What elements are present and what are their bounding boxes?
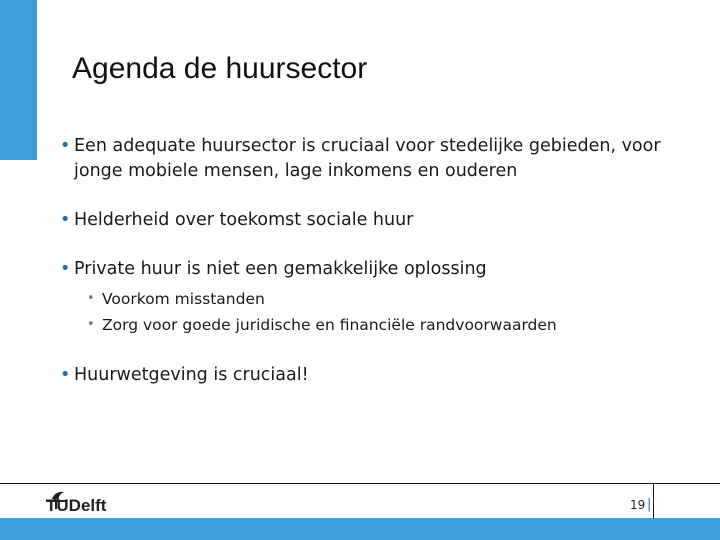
- sub-bullet-dot-icon: •: [87, 317, 95, 332]
- page-number: 19: [630, 498, 646, 512]
- bullet-text: Een adequate huursector is cruciaal voor stedelijke gebieden, voor jonge mobiele mensen, lage inkomens en ouderen: [74, 136, 661, 181]
- page-separator: |: [647, 497, 652, 512]
- bullet-item: [60, 363, 700, 388]
- bullet-item: [60, 134, 700, 184]
- sub-bullet-item: [60, 312, 700, 338]
- sub-bullet-text: Voorkom misstanden: [102, 290, 265, 308]
- footer-divider: [0, 483, 720, 484]
- logo-wordmark: TUDelft: [46, 496, 107, 515]
- bullet-item: [60, 257, 700, 282]
- slide-title: Agenda de huursector: [72, 52, 368, 85]
- bullet-text: Helderheid over toekomst sociale huur: [74, 210, 414, 230]
- bullet-dot-icon: •: [60, 259, 71, 279]
- sub-bullet-dot-icon: •: [87, 291, 95, 306]
- bullet-list: [60, 134, 700, 412]
- bullet-dot-icon: •: [60, 136, 71, 156]
- bullet-text: Huurwetgeving is cruciaal!: [74, 365, 309, 385]
- left-accent-bar: [0, 0, 37, 160]
- bullet-dot-icon: •: [60, 210, 71, 230]
- bullet-dot-icon: •: [60, 365, 71, 385]
- logo-text: [46, 496, 106, 516]
- sub-bullet-text: Zorg voor goede juridische en financiële randvoorwaarden: [102, 316, 557, 334]
- sub-bullet-item: [60, 286, 700, 312]
- bottom-accent-bar: [0, 518, 720, 540]
- sub-bullet-list: [60, 286, 700, 338]
- bullet-text: Private huur is niet een gemakkelijke oplossing: [74, 259, 487, 279]
- bullet-item: [60, 208, 700, 233]
